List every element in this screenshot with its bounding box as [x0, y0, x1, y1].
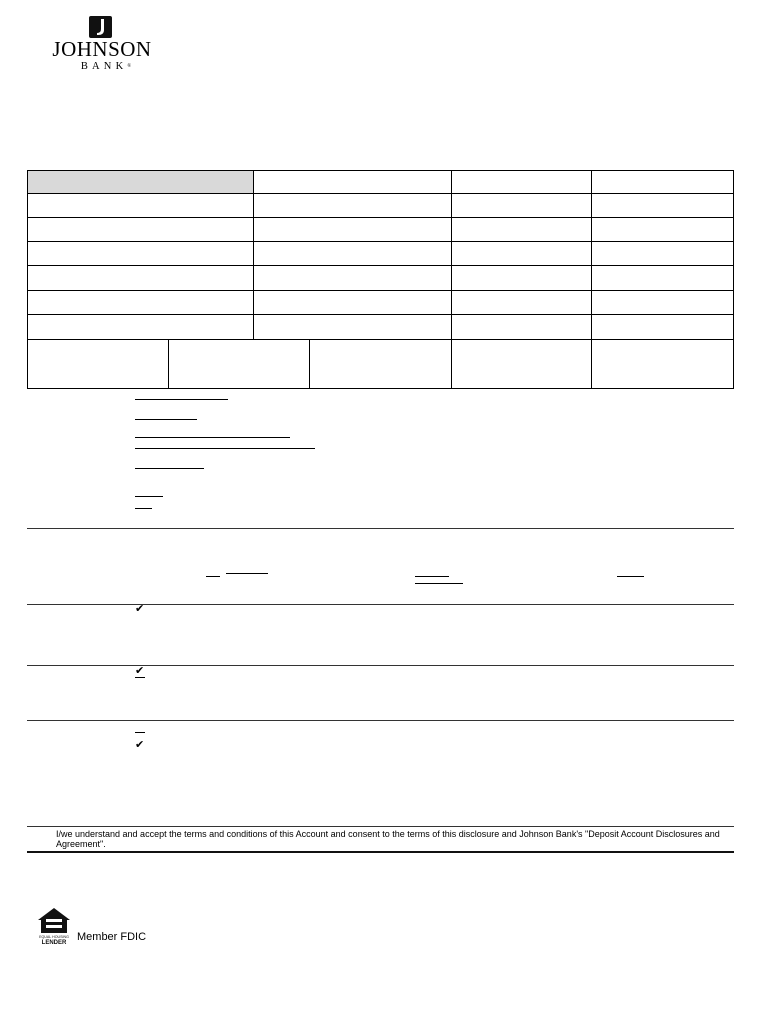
fill-in-blank[interactable] [206, 576, 220, 577]
brand-subname-text: BANK [80, 61, 128, 72]
checkmark-icon: ✔ [135, 739, 145, 751]
johnson-bank-logo-mark [89, 16, 112, 38]
fill-in-blank[interactable] [617, 576, 644, 577]
table-row-line [27, 339, 734, 340]
table-column-line [309, 339, 310, 389]
table-column-line [168, 339, 169, 389]
brand-subname [66, 61, 146, 73]
equal-housing-lender-icon [34, 905, 74, 945]
table-row-line [27, 290, 734, 291]
fill-in-blank[interactable] [135, 437, 290, 438]
table-row-line [27, 265, 734, 266]
fill-in-blank[interactable] [135, 468, 204, 469]
table-row-line [27, 241, 734, 242]
fill-in-blank[interactable] [135, 677, 145, 678]
terms-acceptance-text: I/we understand and accept the terms and conditions of this Account and consent to the terms of this disclosure and Johnson Bank's "Deposit Account Disclosures and Agreement". [56, 829, 720, 849]
section-divider [27, 528, 734, 529]
table-column-line [451, 170, 452, 389]
checkmark-icon: ✔ [135, 665, 145, 677]
fill-in-blank[interactable] [135, 508, 152, 509]
table-row-line [27, 314, 734, 315]
rate-table [27, 170, 734, 389]
fill-in-blank[interactable] [415, 576, 449, 577]
table-row-line [27, 217, 734, 218]
fill-in-blank[interactable] [135, 496, 163, 497]
fill-in-blank[interactable] [135, 448, 315, 449]
fill-in-blank[interactable] [135, 419, 197, 420]
brand-name: JOHNSON [52, 37, 152, 61]
section-divider [27, 720, 734, 721]
member-fdic-label: Member FDIC [77, 931, 147, 943]
table-column-line [591, 170, 592, 389]
ehl-caption-top: EQUAL HOUSING [39, 935, 69, 939]
ehl-caption-bottom: LENDER [41, 940, 67, 945]
fill-in-blank[interactable] [415, 583, 463, 584]
section-divider [27, 826, 734, 827]
fill-in-blank[interactable] [135, 399, 228, 400]
table-column-line [253, 170, 254, 339]
section-divider [27, 665, 734, 666]
fill-in-blank[interactable] [135, 732, 145, 733]
table-row-line [27, 193, 734, 194]
trademark-symbol: ® [127, 64, 132, 69]
checkmark-icon: ✔ [135, 603, 145, 615]
fill-in-blank[interactable] [226, 573, 268, 574]
section-divider [27, 851, 734, 853]
section-divider [27, 604, 734, 605]
